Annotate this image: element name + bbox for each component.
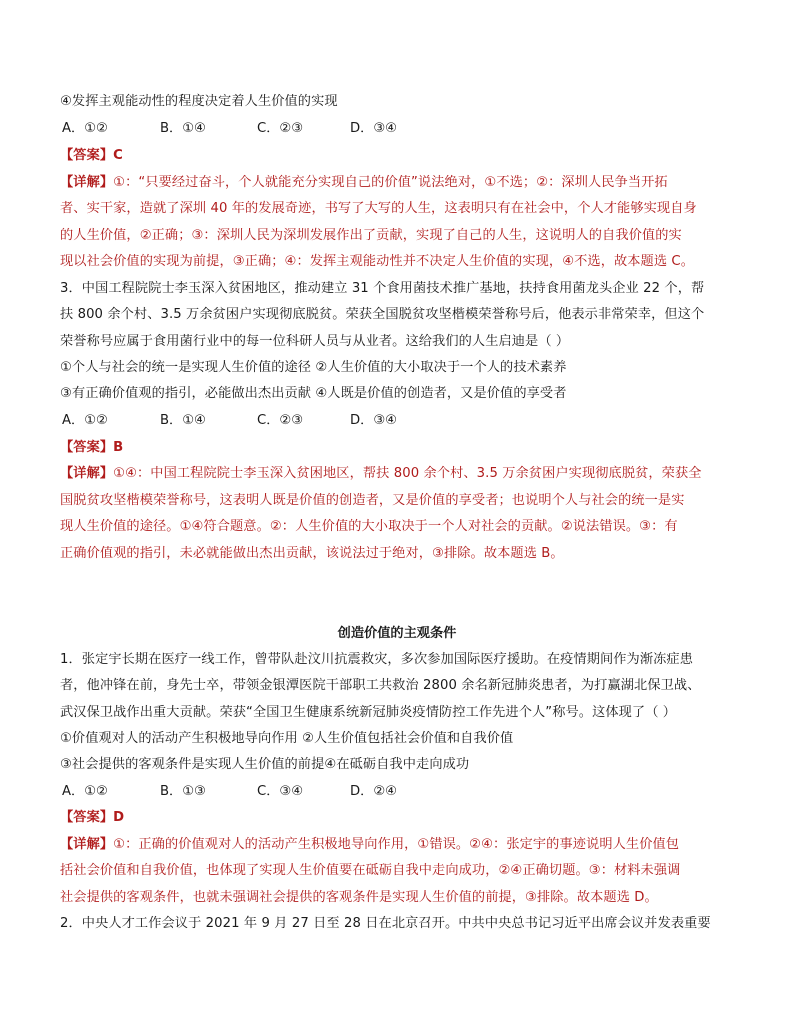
answer-value: C [113, 148, 123, 163]
question-text: 者，他冲锋在前，身先士卒，带领金银潭医院干部职工共救治 2800 余名新冠肺炎患者，为打赢湖北保卫战、 [60, 678, 701, 693]
explanation-text: ①④：中国工程院院士李玉深入贫困地区，帮扶 800 余个村、3.5 万余贫困户实现彻底脱贫，荣获全 [113, 466, 702, 481]
option-c: C．②③ [257, 413, 304, 428]
answer-value: D [113, 810, 125, 825]
explanation-label: 【详解】 [60, 175, 114, 190]
option-c: C．②③ [257, 121, 304, 136]
explanation-line: 国脱贫攻坚楷模荣誉称号，这表明人既是价值的创造者，又是价值的享受者；也说明个人与社会的统一是实 [60, 493, 685, 508]
option-a: A．①② [62, 784, 108, 799]
section-title: 创造价值的主观条件 [337, 626, 457, 641]
option-b: B．①③ [160, 784, 206, 799]
question-statement: ①个人与社会的统一是实现人生价值的途径 ②人生价值的大小取决于一个人的技术素养 [60, 360, 567, 375]
explanation-text: ①：“只要经过奋斗，个人就能充分实现自己的价值”说法绝对，①不选；②：深圳人民争当开拓 [113, 175, 668, 190]
answer-label: 【答案】 [60, 440, 114, 455]
answer-label: 【答案】 [60, 810, 114, 825]
explanation-line: 现以社会价值的实现为前提，③正确；④：发挥主观能动性并不决定人生价值的实现，④不选，故本题选 C。 [60, 254, 695, 269]
question-text: 2．中央人才工作会议于 2021 年 9 月 27 日至 28 日在北京召开。中共中央总书记习近平出席会议并发表重要 [60, 916, 711, 931]
explanation-line: 现人生价值的途径。①④符合题意。②：人生价值的大小取决于一个人对社会的贡献。②说法错误。③：有 [60, 519, 678, 534]
explanation-label: 【详解】 [60, 837, 114, 852]
question-text: 武汉保卫战作出重大贡献。荣获“全国卫生健康系统新冠肺炎疫情防控工作先进个人”称号。这体现了（ ） [60, 705, 677, 720]
question-statement: ③有正确价值观的指引，必能做出杰出贡献 ④人既是价值的创造者，又是价值的享受者 [60, 386, 567, 401]
explanation-line: 的人生价值，②正确；③：深圳人民为深圳发展作出了贡献，实现了自己的人生，这说明人的自我价值的实 [60, 228, 682, 243]
option-d: D．③④ [350, 413, 397, 428]
explanation-line: 社会提供的客观条件，也就未强调社会提供的客观条件是实现人生价值的前提，③排除。故本题选 D。 [60, 890, 658, 905]
question-statement: ④发挥主观能动性的程度决定着人生价值的实现 [60, 94, 338, 109]
question-text: 扶 800 余个村、3.5 万余贫困户实现彻底脱贫。荣获全国脱贫攻坚楷模荣誉称号后，他表示非常荣幸，但这个 [60, 307, 705, 322]
question-statement: ①价值观对人的活动产生积极地导向作用 ②人生价值包括社会价值和自我价值 [60, 731, 514, 746]
explanation-line [60, 464, 702, 484]
option-a: A．①② [62, 121, 108, 136]
explanation-line: 括社会价值和自我价值，也体现了实现人生价值要在砥砺自我中走向成功，②④正确切题。③：材料未强调 [60, 863, 681, 878]
question-text: 1．张定宇长期在医疗一线工作，曾带队赴汶川抗震救灾，多次参加国际医疗援助。在疫情期间作为渐冻症患 [60, 652, 693, 667]
explanation-line: 者、实干家，造就了深圳 40 年的发展奇迹，书写了大写的人生，这表明只有在社会中，个人才能够实现自身 [60, 201, 697, 216]
answer-line [60, 808, 124, 828]
answer-line [60, 146, 123, 166]
option-b: B．①④ [160, 413, 206, 428]
answer-label: 【答案】 [60, 148, 114, 163]
option-a: A．①② [62, 413, 108, 428]
explanation-line: 正确价值观的指引，未必就能做出杰出贡献，该说法过于绝对，③排除。故本题选 B。 [60, 546, 564, 561]
answer-value: B [113, 440, 124, 455]
option-d: D．③④ [350, 121, 397, 136]
option-b: B．①④ [160, 121, 206, 136]
explanation-line [60, 173, 668, 193]
explanation-line [60, 835, 679, 855]
option-d: D．②④ [350, 784, 397, 799]
question-text: 3．中国工程院院士李玉深入贫困地区，推动建立 31 个食用菌技术推广基地，扶持食用菌龙头企业 22 个，帮 [60, 281, 705, 296]
explanation-label: 【详解】 [60, 466, 114, 481]
answer-line [60, 438, 123, 458]
question-statement: ③社会提供的客观条件是实现人生价值的前提④在砥砺自我中走向成功 [60, 757, 470, 772]
explanation-text: ①：正确的价值观对人的活动产生积极地导向作用，①错误。②④：张定宇的事迹说明人生价值包 [113, 837, 680, 852]
option-c: C．③④ [257, 784, 304, 799]
question-text: 荣誉称号应属于食用菌行业中的每一位科研人员与从业者。这给我们的人生启迪是（ ） [60, 334, 570, 349]
